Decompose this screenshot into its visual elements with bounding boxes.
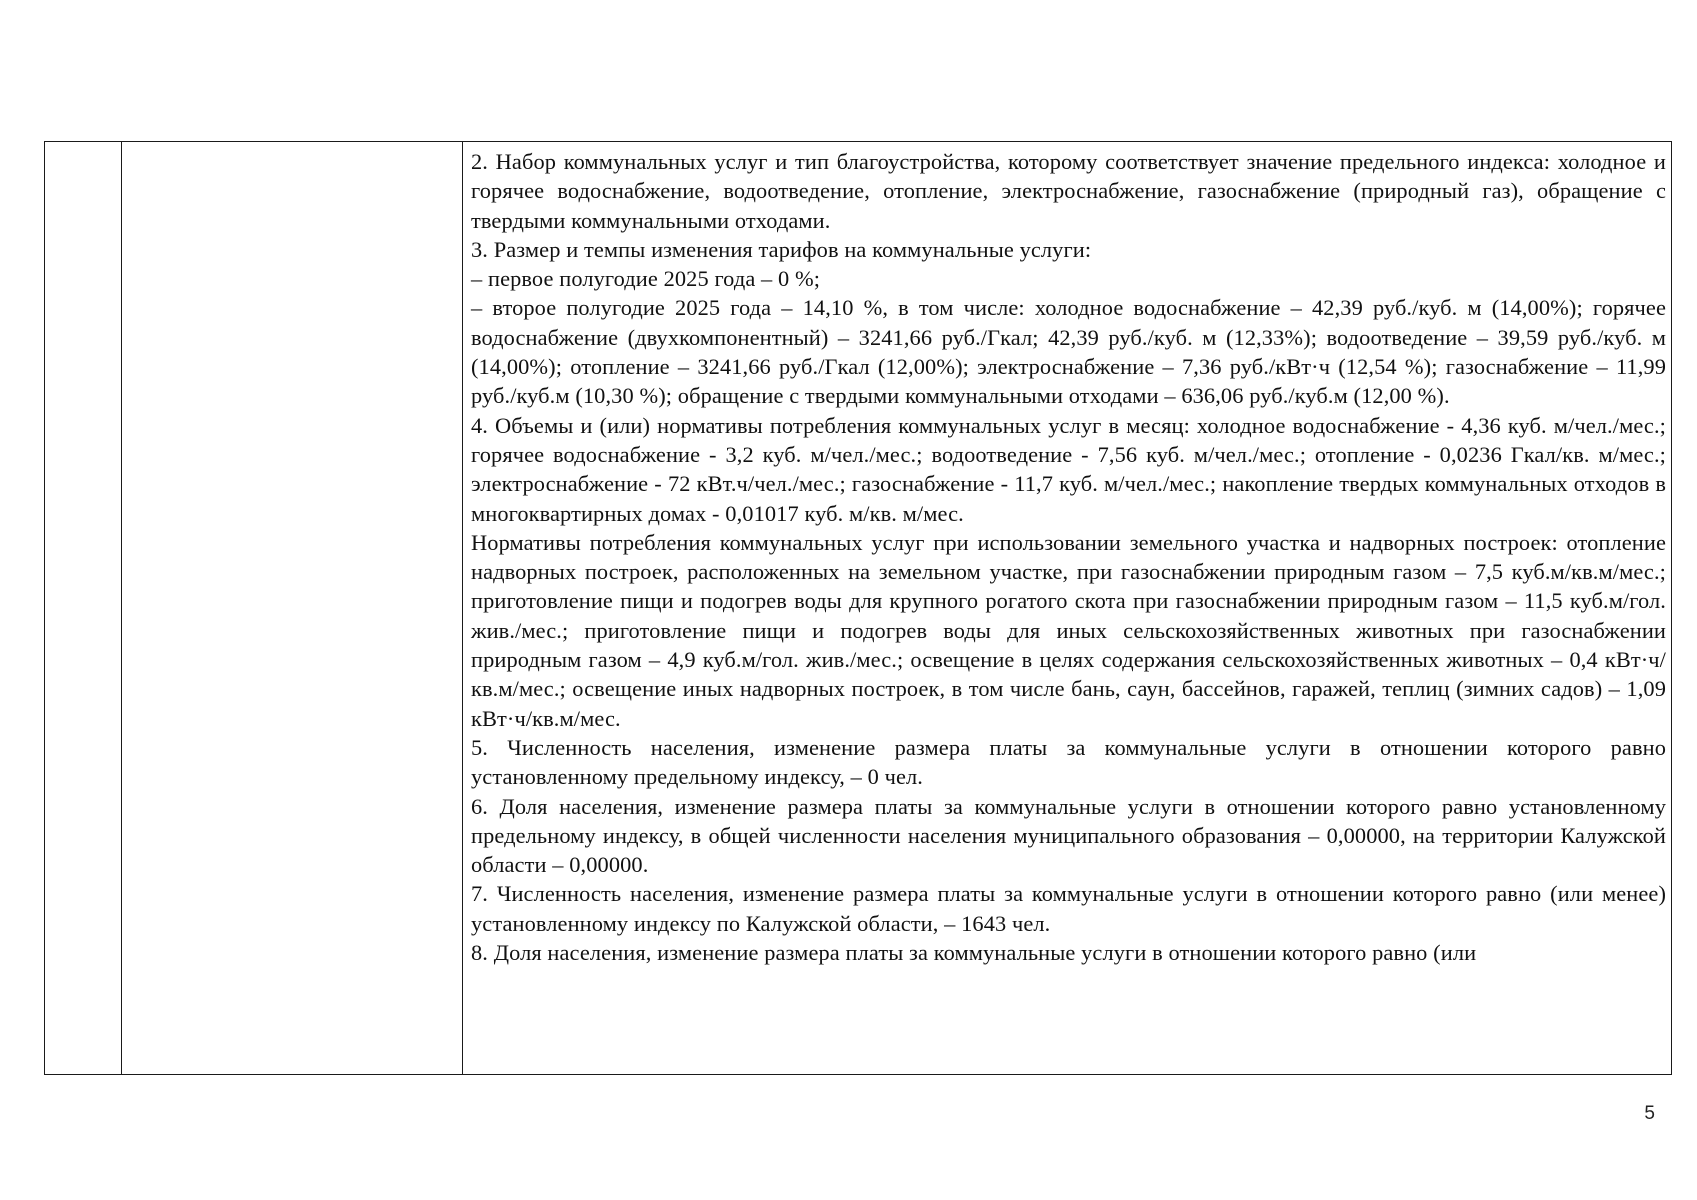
document-table: [44, 141, 1672, 1075]
paragraph-item-3: 3. Размер и темпы изменения тарифов на коммунальные услуги:: [471, 236, 1092, 262]
table-cell-content: [463, 142, 1672, 1075]
table-row: [45, 142, 1672, 1075]
paragraph-item-6: 6. Доля населения, изменение размера платы за коммунальные услуги в отношении которого равно установленному предельному индексу, в общей численности населения муниципального образования – 0,00000, на территории Калужской области – 0,00000.: [471, 793, 1666, 878]
cell-text: [463, 142, 1671, 967]
paragraph-item-2: 2. Набор коммунальных услуг и тип благоустройства, которому соответствует значение предельного индекса: холодное и горячее водоснабжение, водоотведение, отопление, электроснабжение, газоснабжение (природный газ), обращение с твердыми коммунальными отходами.: [471, 149, 1666, 233]
table-cell-number: [45, 142, 122, 1075]
paragraph-item-5: 5. Численность населения, изменение размера платы за коммунальные услуги в отношении которого равно установленному предельному индексу, – 0 чел.: [471, 734, 1666, 790]
page-number: 5: [1644, 1103, 1655, 1124]
paragraph-item-4: 4. Объемы и (или) нормативы потребления коммунальных услуг в месяц: холодное водоснабжение - 4,36 куб. м/чел./мес.; горячее водоснабжение - 3,2 куб. м/чел./мес.; водоотведение - 7,56 куб. м/чел./мес.; отопление - 0,0236 Гкал/кв. м/мес.; электроснабжение - 72 кВт.ч/чел./мес.; газоснабжение - 11,7 куб. м/чел./мес.; накопление твердых коммунальных отходов в многоквартирных домах - 0,01017 куб. м/кв. м/мес.: [471, 412, 1666, 526]
paragraph-second-half-year: – второе полугодие 2025 года – 14,10 %, в том числе: холодное водоснабжение – 42,39 руб./куб. м (14,00%); горячее водоснабжение (двухкомпонентный) – 3241,66 руб./Гкал; 42,39 руб./куб. м (12,33%); водоотведение – 39,59 руб./куб. м (14,00%); отопление – 3241,66 руб./Гкал (12,00%); электроснабжение – 7,36 руб./кВт·ч (12,54 %); газоснабжение – 11,99 руб./куб.м (10,30 %); обращение с твердыми коммунальными отходами – 636,06 руб./куб.м (12,00 %).: [471, 295, 1666, 409]
paragraph-item-8: 8. Доля населения, изменение размера платы за коммунальные услуги в отношении которого равно (или: [471, 940, 1477, 966]
paragraph-first-half-year: – первое полугодие 2025 года – 0 %;: [471, 266, 821, 292]
paragraph-item-7: 7. Численность населения, изменение размера платы за коммунальные услуги в отношении которого равно (или менее) установленному индексу по Калужской области, – 1643 чел.: [471, 881, 1666, 936]
table-cell-name: [122, 142, 463, 1075]
paragraph-land-plot-norms: Нормативы потребления коммунальных услуг при использовании земельного участка и надворных построек: отопление надворных построек, расположенных на земельном участке, при газоснабжении природным газом – 7,5 куб.м/кв.м/мес.; приготовление пищи и подогрев воды для крупного рогатого скота при газоснабжении природным газом – 11,5 куб.м/гол. жив./мес.; приготовление пищи и подогрев воды для иных сельскохозяйственных животных при газоснабжении природным газом – 4,9 куб.м/гол. жив./мес.; освещение в целях содержания сельскохозяйственных животных – 0,4 кВт·ч/кв.м/мес.; освещение иных надворных построек, в том числе бань, саун, бассейнов, гаражей, теплиц (зимних садов) – 1,09 кВт·ч/кв.м/мес.: [471, 529, 1666, 731]
